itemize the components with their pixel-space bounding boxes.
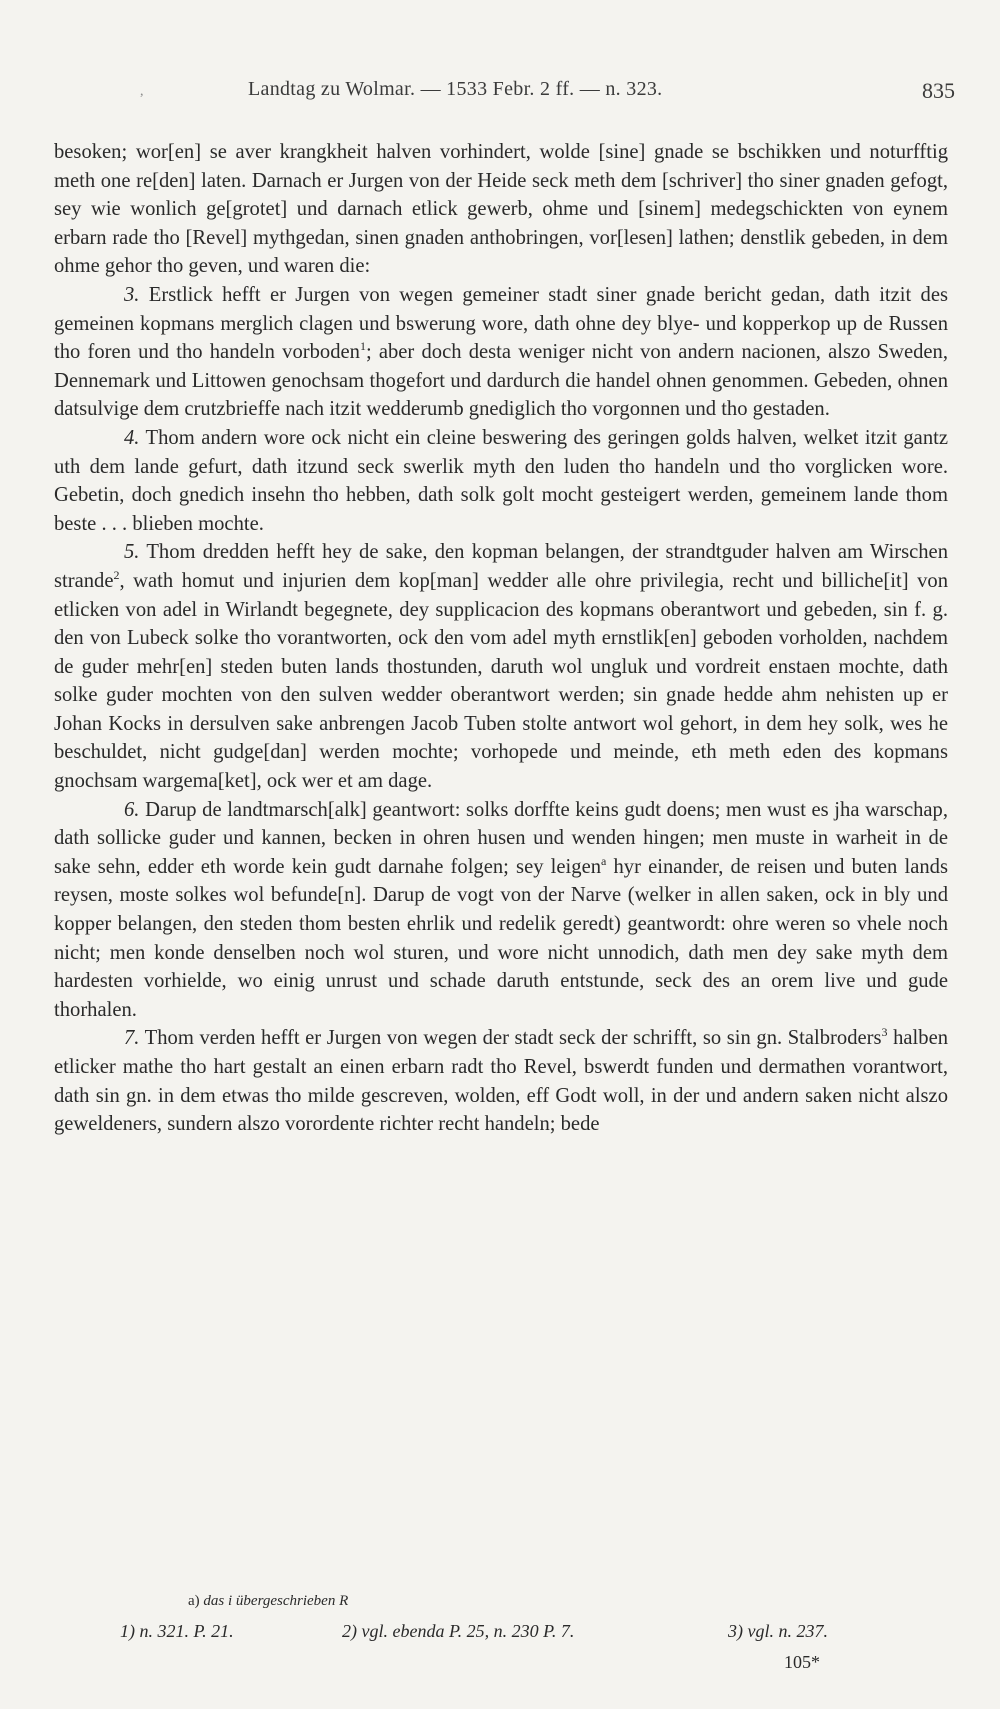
body-text	[54, 138, 948, 1139]
paragraph-number: 7.	[124, 1027, 140, 1050]
paragraph-text: Darup de landtmarsch[alk] geantwort: solks dorffte keins gudt doens; men wust es jha warschap, dath sollicke guder und kannen, becken in ohren husen und wenden hingen; men muste in warheit in de sake sehn, edder eth worde kein gudt darnahe folgen; sey leigen	[54, 798, 948, 878]
paragraph-text: Thom andern wore ock nicht ein cleine beswering des geringen golds halven, welket itzit gantz uth dem lande gefurt, dath itzund seck swerlik myth den luden tho handeln und tho vorglicken wore. Gebetin, doch gnedich insehn tho hebben, dath solk golt mocht gesteigert werden, gemeinem lande thom beste . . . blieben mochte.	[54, 426, 948, 535]
note-text: das i übergeschrieben R	[203, 1593, 349, 1609]
paragraph-7	[54, 1024, 948, 1138]
signature-mark: 105*	[784, 1652, 820, 1672]
paragraph-6	[54, 796, 948, 1025]
paragraph-3	[54, 281, 948, 424]
footnote-3: 3) vgl. n. 237.	[728, 1621, 828, 1641]
running-header	[140, 70, 955, 110]
paragraph-number: 4.	[124, 426, 140, 449]
paragraph-number: 6.	[124, 798, 140, 821]
paragraph-text-cont: ; aber doch desta weniger nicht von andern nacionen, alszo Sweden, Dennemark und Littowen genochsam thogefort und dardurch die handel ohnen genommen. Gebeden, ohnen datsulvige dem crutzbrieffe nach itzit wedderumb gnediglich tho vorgonnen und tho gestaden.	[54, 341, 948, 421]
paragraph-text: besoken; wor[en] se aver krangkheit halven vorhindert, wolde [sine] gnade se bschikken und noturfftig meth one re[den] laten. Darnach er Jurgen von der Heide seck meth dem [schriver] tho siner gnaden gefogt, sey wie wonlich ge[grotet] und darnach etlick gewerb, ohme und [sinem] medegschickten von eynem erbarn rade tho [Revel] mythgedan, sinen gnaden anthobringen, vor[lesen] lathen; denstlik gebeden, in dem ohme gehor tho geven, und waren die:	[54, 141, 948, 278]
footnote-ref-a: a	[601, 853, 607, 868]
footnote-ref-3: 3	[881, 1025, 888, 1040]
paragraph-text: Thom verden hefft er Jurgen von wegen der stadt seck der schrifft, so sin gn. Stalbroders	[144, 1027, 882, 1050]
note-label: a)	[188, 1593, 200, 1609]
paragraph-5	[54, 538, 948, 795]
paragraph-text: Thom dredden hefft hey de sake, den kopman belangen, der strandtguder halven am Wirschen strande	[54, 541, 948, 592]
paragraph-4	[54, 424, 948, 538]
paragraph-text-cont: , wath homut und injurien dem kop[man] wedder alle ohre privilegia, recht und billiche[it] von etlicken von adel in Wirlandt begegnete, dey supplicacion des kopmans oberantwort und gebeden, sin f. g. den von Lubeck solke tho vorantworten, ock den vom adel myth ernstlik[en] geboden vorholden, nachdem de guder mehr[en] steden buten lands thostunden, daruth wol ungluk und vordreit enstaen mochte, dath solke guder mochten von den sulven wedder oberantwort werden; sin gnade hedde ahm nehisten up er Johan Kocks in dersulven sake anbrengen Jacob Tuben stolte antwort wol gehort, in dem hey solk, wes he beschuldet, nicht gudge[dan] werden mochte; vorhopede und meinde, eth meth eden des kopmans gnochsam wargema[ket], ock wer et am dage.	[54, 569, 948, 793]
footnote-1: 1) n. 321. P. 21.	[120, 1621, 234, 1641]
page-number: 835	[922, 78, 955, 103]
running-title: Landtag zu Wolmar. — 1533 Febr. 2 ff. — n. 323.	[248, 78, 663, 100]
paragraph-number: 5.	[124, 541, 140, 564]
header-tick-mark: ,	[140, 84, 144, 99]
paragraph-text-cont: hyr einander, de reisen und buten lands reysen, moste solkes wol befunde[n]. Darup de vogt von der Narve (welker in allen saken, ock in bly und kopper belangen, den steden thom besten ehrlik und redelik geredt) geantwordt: ohre weren so vhele noch nicht; men konde denselben noch wol sturen, und wore nicht unnodich, dath men dey sake myth dem hardesten vorhielde, wo einig unrust und schade daruth entstunde, seck des an orem live und gude thorhalen.	[54, 855, 948, 1021]
footnote-2: 2) vgl. ebenda P. 25, n. 230 P. 7.	[342, 1621, 575, 1641]
footnote-ref-2: 2	[113, 568, 120, 583]
paragraph-number: 3.	[124, 283, 140, 306]
paragraph-text: Erstlick hefft er Jurgen von wegen gemeiner stadt siner gnade bericht gedan, dath itzit des gemeinen kopmans merglich clagen und bswerung wore, dath ohne dey blye- und kopperkop up de Russen tho foren und tho handeln vorboden	[54, 283, 948, 364]
paragraph-intro	[54, 138, 948, 281]
paragraph-text-cont: halben etlicker mathe tho hart gestalt an einen erbarn radt tho Revel, bswerdt funden und dermathen vorantwort, dath sin gn. in dem etwas tho milde gescreven, wolden, eff Godt woll, in der und andern saken nicht alszo geweldeners, sundern alszo vorordente richter recht handeln; bede	[54, 1027, 949, 1136]
footnote-ref-1: 1	[359, 339, 366, 354]
